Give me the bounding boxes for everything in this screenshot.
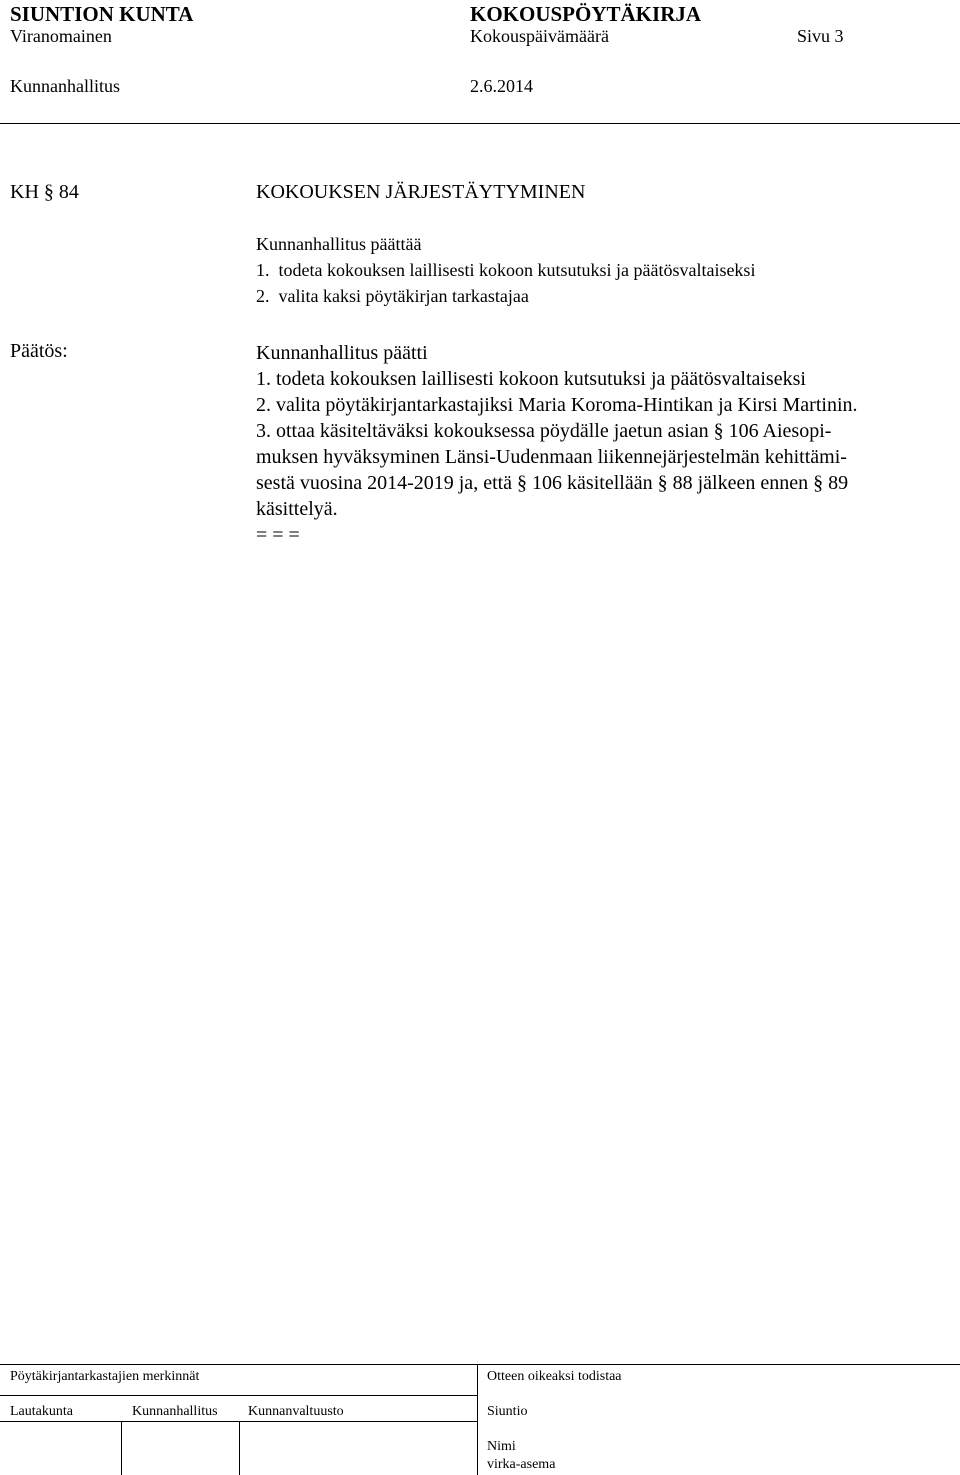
page-number: Sivu 3 bbox=[797, 26, 844, 46]
footer-divider-2 bbox=[239, 1421, 240, 1475]
footer-place: Siuntio bbox=[487, 1404, 528, 1419]
decision-text bbox=[256, 340, 858, 548]
decision-label: Päätös: bbox=[10, 340, 68, 362]
footer-divider-1 bbox=[121, 1421, 122, 1475]
decision-line: sestä vuosina 2014-2019 ja, että § 106 käsitellään § 88 jälkeen ennen § 89 bbox=[256, 472, 849, 494]
authority-label: Viranomainen bbox=[10, 26, 112, 46]
footer-divider-3 bbox=[477, 1364, 478, 1475]
section-id: KH § 84 bbox=[10, 181, 79, 203]
proposal-item: 1. todeta kokouksen laillisesti kokoon kutsutuksi ja päätösvaltaiseksi bbox=[256, 260, 756, 280]
proposal-intro: Kunnanhallitus päättää bbox=[256, 234, 422, 254]
decision-line: käsittelyä. bbox=[256, 498, 338, 520]
footer-col-kunnanhallitus: Kunnanhallitus bbox=[132, 1404, 218, 1419]
proposal-item: 2. valita kaksi pöytäkirjan tarkastajaa bbox=[256, 286, 529, 306]
end-mark: = = = bbox=[256, 524, 300, 546]
document-type: KOKOUSPÖYTÄKIRJA bbox=[470, 2, 702, 26]
footer-col-kunnanvaltuusto: Kunnanvaltuusto bbox=[248, 1404, 344, 1419]
authority-name: Kunnanhallitus bbox=[10, 76, 120, 96]
reviewers-label: Pöytäkirjantarkastajien merkinnät bbox=[10, 1369, 200, 1384]
date-label: Kokouspäivämäärä bbox=[470, 26, 609, 46]
header-divider bbox=[0, 123, 960, 124]
decision-line: 1. todeta kokouksen laillisesti kokoon kutsutuksi ja päätösvaltaiseksi bbox=[256, 368, 806, 390]
footer-top-line bbox=[0, 1364, 960, 1365]
footer-position-label: virka-asema bbox=[487, 1457, 556, 1472]
meeting-date: 2.6.2014 bbox=[470, 76, 533, 96]
section-title: KOKOUKSEN JÄRJESTÄYTYMINEN bbox=[256, 181, 586, 203]
footer-mid-line bbox=[0, 1395, 477, 1396]
footer-col-lautakunta: Lautakunta bbox=[10, 1404, 73, 1419]
org-name: SIUNTION KUNTA bbox=[10, 2, 194, 26]
certify-label: Otteen oikeaksi todistaa bbox=[487, 1369, 622, 1384]
footer-name-label: Nimi bbox=[487, 1439, 516, 1454]
decision-line: 2. valita pöytäkirjantarkastajiksi Maria Koroma-Hintikan ja Kirsi Martinin. bbox=[256, 394, 858, 416]
decision-line: muksen hyväksyminen Länsi-Uudenmaan liikennejärjestelmän kehittämi- bbox=[256, 446, 847, 468]
decision-intro: Kunnanhallitus päätti bbox=[256, 342, 428, 364]
decision-line: 3. ottaa käsiteltäväksi kokouksessa pöydälle jaetun asian § 106 Aiesopi- bbox=[256, 420, 832, 442]
